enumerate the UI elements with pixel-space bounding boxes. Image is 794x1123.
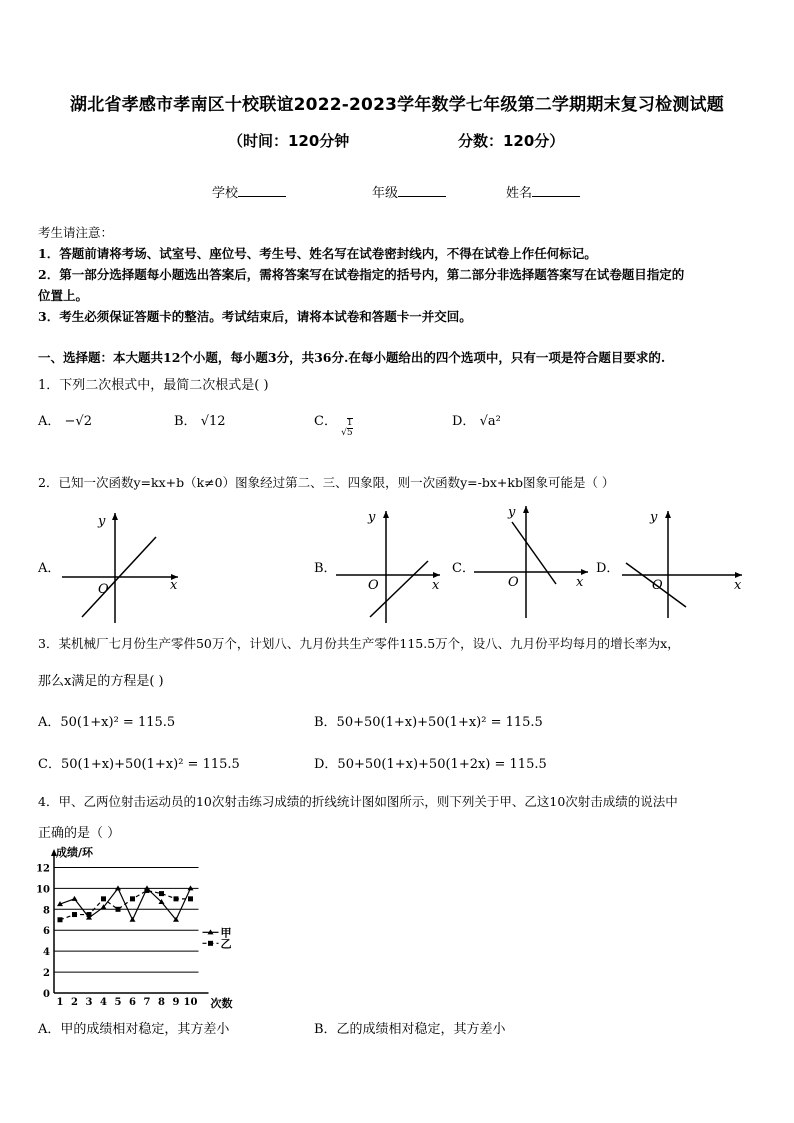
x-tick-label: 3: [85, 997, 93, 1008]
q4-option-a[interactable]: A．甲的成绩相对稳定，其方差小: [38, 1022, 230, 1037]
y-tick-label: 8: [43, 905, 50, 917]
legend-label: 乙: [220, 937, 232, 951]
q2-option-d-label[interactable]: D．: [596, 561, 620, 576]
notice-item: 1．答题前请将考场、试室号、座位号、考生号、姓名写在试卷密封线内，不得在试卷上作任何标记。: [38, 246, 597, 261]
q3-stem-2: 那么x满足的方程是( ): [38, 674, 164, 689]
exam-score: 分数：120分）: [458, 132, 565, 150]
x-tick-label: 10: [183, 997, 198, 1008]
y-axis-label: 成绩/环: [56, 846, 94, 859]
data-point: [174, 896, 179, 901]
q1-a-expr: −√2: [64, 414, 92, 429]
axis-y-label: y: [650, 510, 658, 525]
function-line: [370, 561, 428, 617]
x-axis-label: 次数: [210, 997, 233, 1010]
data-point: [101, 896, 106, 901]
page-title: 湖北省孝感市孝南区十校联谊2022-2023学年数学七年级第二学期期末复习检测试题: [70, 95, 724, 115]
y-tick-label: 2: [43, 968, 50, 980]
data-point: [116, 907, 121, 912]
q2-stem: 2．已知一次函数y=kx+b（k≠0）图象经过第二、三、四象限，则一次函数y=-bx+kb图象可能是（ ）: [38, 475, 615, 490]
x-tick-label: 4: [100, 997, 107, 1008]
y-arrow-icon: [112, 513, 118, 520]
axis-y-label: y: [368, 510, 376, 525]
name-blank[interactable]: [532, 183, 580, 197]
grade-label: 年级: [372, 186, 399, 201]
y-tick-label: 0: [43, 989, 50, 1000]
option-label: C．: [314, 414, 337, 429]
q4-stem-2: 正确的是（ ）: [38, 826, 121, 841]
q1-c-expr: √ $\frac{1}{5}$: [341, 417, 353, 438]
notice-item: 3．考生必须保证答题卡的整洁。考试结束后，请将本试卷和答题卡一并交回。: [38, 309, 472, 324]
notice-block: [38, 222, 763, 327]
q1-c-den: 5: [346, 427, 353, 438]
legend-label: 甲: [220, 926, 232, 940]
q3-stem-1: 3．某机械厂七月份生产零件50万个，计划八、九月份共生产零件115.5万个，设八、九月份平均每月的增长率为x，: [38, 636, 680, 651]
q1-option-b[interactable]: [174, 410, 226, 429]
exam-time: （时间：120分钟: [228, 132, 350, 150]
q1-option-d[interactable]: [452, 410, 501, 429]
legend-marker: [208, 941, 213, 946]
x-tick-label: 5: [114, 997, 122, 1008]
y-arrow-icon: [383, 511, 389, 518]
q2-graph-d[interactable]: [620, 505, 746, 620]
x-tick-label: 8: [158, 997, 165, 1008]
axis-y-label: y: [98, 514, 106, 529]
notice-item: 位置上。: [38, 288, 89, 303]
y-tick-label: 6: [43, 926, 50, 938]
q4-option-b[interactable]: B．乙的成绩相对稳定，其方差小: [314, 1022, 506, 1037]
q3-option-a[interactable]: A．50(1+x)² = 115.5: [38, 715, 176, 730]
x-tick-label: 1: [56, 997, 64, 1008]
y-arrow-icon: [523, 506, 529, 513]
data-point: [87, 912, 92, 917]
school-blank[interactable]: [238, 183, 286, 197]
q4-stem-1: 4．甲、乙两位射击运动员的10次射击练习成绩的折线统计图如图所示，则下列关于甲、乙这10次射击成绩的说法中: [38, 794, 678, 809]
school-label: 学校: [212, 186, 239, 201]
q1-b-expr: √12: [200, 414, 226, 429]
notice-heading: 考生请注意：: [38, 225, 114, 240]
name-label: 姓名: [506, 186, 533, 201]
axis-y-label: y: [508, 505, 516, 520]
q2-graph-a[interactable]: [58, 505, 183, 625]
q1-c-num: 1: [346, 417, 353, 428]
y-tick-label: 4: [43, 947, 50, 959]
data-point: [145, 888, 150, 893]
option-label: B．: [174, 414, 197, 429]
q2-option-b-label[interactable]: B．: [314, 561, 337, 576]
q1-option-a[interactable]: [38, 410, 92, 429]
q2-option-a-label[interactable]: A．: [38, 561, 61, 576]
data-point: [188, 896, 193, 901]
x-tick-label: 7: [143, 997, 151, 1008]
axis-x-label: x: [576, 575, 584, 590]
grade-blank[interactable]: [398, 183, 446, 197]
score-line-chart: [36, 845, 276, 1010]
option-label: D．: [452, 414, 476, 429]
axis-x-label: x: [170, 578, 178, 593]
q1-option-c[interactable]: [314, 410, 353, 438]
y-tick-label: 10: [36, 884, 50, 896]
data-point: [159, 891, 164, 896]
axis-x-label: x: [432, 578, 440, 593]
origin-label: O: [368, 578, 379, 593]
origin-label: O: [652, 578, 663, 593]
q1-d-expr: √a²: [479, 414, 501, 429]
option-label: A．: [38, 414, 61, 429]
x-tick-label: 2: [71, 997, 78, 1008]
q2-graph-b[interactable]: [334, 505, 444, 625]
data-point: [130, 896, 135, 901]
x-tick-label: 9: [172, 997, 180, 1008]
notice-item: 2．第一部分选择题每小题选出答案后，需将答案写在试卷指定的括号内，第二部分非选择题答案写在试卷题目指定的: [38, 267, 685, 282]
origin-label: O: [508, 575, 519, 590]
q2-graph-c[interactable]: [472, 500, 592, 620]
data-point: [130, 917, 136, 922]
q3-option-c[interactable]: C．50(1+x)+50(1+x)² = 115.5: [38, 757, 240, 772]
school-field: [212, 182, 286, 201]
section-heading: 一、选择题：本大题共12个小题，每小题3分，共36分.在每小题给出的四个选项中，只有一项是符合题目要求的.: [38, 350, 666, 365]
q3-option-b[interactable]: B．50+50(1+x)+50(1+x)² = 115.5: [314, 715, 543, 730]
origin-label: O: [98, 582, 109, 597]
name-field: [506, 182, 580, 201]
data-point: [72, 912, 77, 917]
q1-stem: 1．下列二次根式中，最简二次根式是( ): [38, 378, 269, 393]
x-tick-label: 6: [129, 997, 136, 1008]
grade-field: [372, 182, 446, 201]
y-arrow-icon: [665, 511, 671, 518]
data-point: [72, 896, 78, 901]
data-point: [58, 917, 63, 922]
axis-x-label: x: [734, 578, 742, 593]
q3-option-d[interactable]: D．50+50(1+x)+50(1+2x) = 115.5: [314, 757, 547, 772]
y-tick-label: 12: [36, 863, 50, 875]
q2-option-c-label[interactable]: C．: [452, 561, 475, 576]
